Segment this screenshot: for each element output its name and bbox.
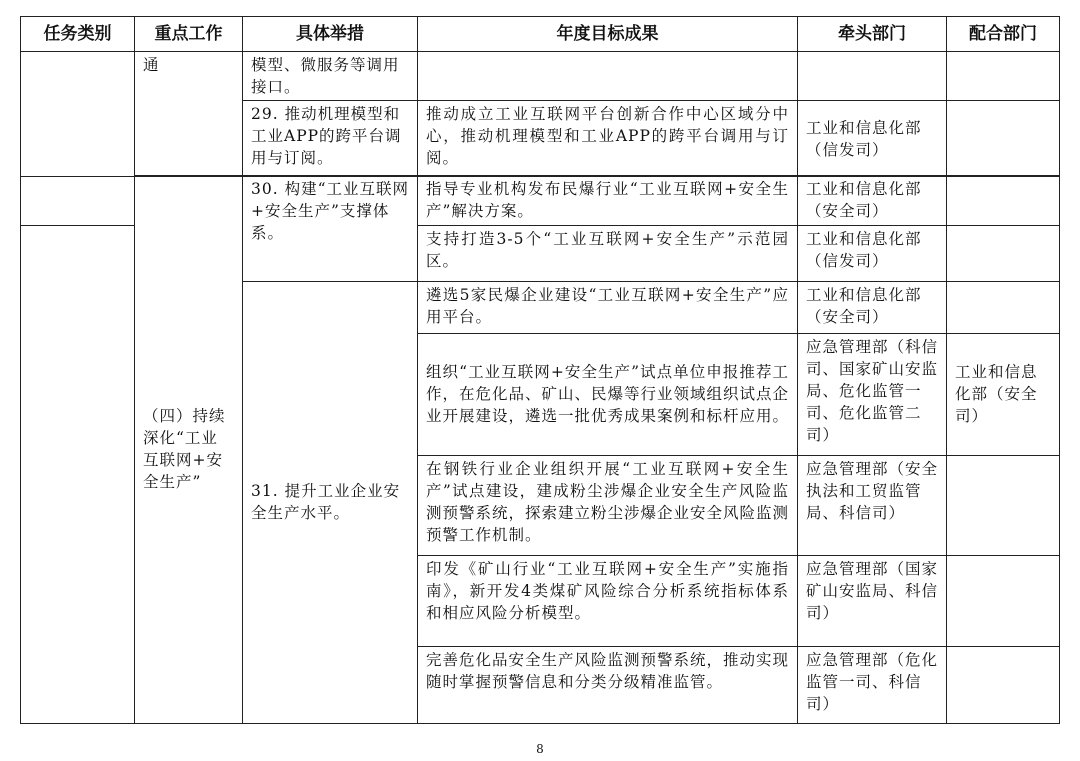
category-cell-blank xyxy=(21,175,135,225)
support-29 xyxy=(947,101,1060,177)
target-30-1-cell: 指导专业机构发布民爆行业“工业互联网+安全生产”解决方案。 xyxy=(418,175,798,225)
lead-31-1: 工业和信息化部（安全司） xyxy=(798,281,947,333)
header-key-work: 重点工作 xyxy=(135,17,243,52)
header-task-category: 任务类别 xyxy=(21,17,135,52)
target-31-1: 遴选5家民爆企业建设“工业互联网+安全生产”应用平台。 xyxy=(418,281,798,333)
lead-31-3: 应急管理部（安全执法和工贸监管局、科信司） xyxy=(798,455,947,555)
lead-30-2-cell: 工业和信息化部（信发司） xyxy=(798,225,947,281)
support-31-1 xyxy=(947,281,1060,333)
key-work-cell-continued: 通 xyxy=(135,52,243,177)
lead-31-2: 应急管理部（科信司、国家矿山安监局、危化监管一司、危化监管二司） xyxy=(798,333,947,455)
target-cell-empty xyxy=(418,52,798,101)
support-31-2: 工业和信息化部（安全司） xyxy=(947,333,1060,455)
category-cell-continued xyxy=(21,52,135,177)
target-30-2-cell: 支持打造3-5个“工业互联网+安全生产”示范园区。 xyxy=(418,225,798,281)
target-31-4: 印发《矿山行业“工业互联网+安全生产”实施指南》，新开发4类煤矿风险综合分析系统指标体系和相应风险分析模型。 xyxy=(418,555,798,646)
target-31-2: 组织“工业互联网+安全生产”试点单位申报推荐工作，在危化品、矿山、民爆等行业领域组织试点企业开展建设，遴选一批优秀成果案例和标杆应用。 xyxy=(418,333,798,455)
header-support-department: 配合部门 xyxy=(947,17,1060,52)
lead-30-1-cell: 工业和信息化部（安全司） xyxy=(798,175,947,225)
support-31-3 xyxy=(947,455,1060,555)
support-30-1-cell xyxy=(947,175,1060,225)
support-31-5 xyxy=(947,646,1060,723)
measure-cell-continued: 模型、微服务等调用接口。 xyxy=(243,52,418,101)
lead-31-4: 应急管理部（国家矿山安监局、科信司） xyxy=(798,555,947,646)
measure-30-cell: 30. 构建“工业互联网+安全生产”支撑体系。 xyxy=(243,175,418,281)
page-number: 8 xyxy=(536,742,544,756)
key-work-4: （四）持续深化“工业互联网+安全生产” xyxy=(135,175,243,723)
category-cell-blank-2 xyxy=(21,225,135,723)
target-31-5: 完善危化品安全生产风险监测预警系统，推动实现随时掌握预警信息和分类分级精准监管。 xyxy=(418,646,798,723)
target-31-3: 在钢铁行业企业组织开展“工业互联网+安全生产”试点建设，建成粉尘涉爆企业安全生产风险监测预警系统，探索建立粉尘涉爆企业安全风险监测预警工作机制。 xyxy=(418,455,798,555)
lead-29: 工业和信息化部（信发司） xyxy=(798,101,947,177)
measure-29: 29. 推动机理模型和工业APP的跨平台调用与订阅。 xyxy=(243,101,418,177)
header-annual-target: 年度目标成果 xyxy=(418,17,798,52)
header-row xyxy=(21,17,1060,52)
header-specific-measures: 具体举措 xyxy=(243,17,418,52)
support-31-4 xyxy=(947,555,1060,646)
header-lead-department: 牵头部门 xyxy=(798,17,947,52)
support-cell-empty xyxy=(947,52,1060,101)
measure-31: 31. 提升工业企业安全生产水平。 xyxy=(243,281,418,723)
lead-cell-empty xyxy=(798,52,947,101)
support-30-2-cell xyxy=(947,225,1060,281)
table-row xyxy=(21,52,1060,101)
target-29: 推动成立工业互联网平台创新合作中心区域分中心，推动机理模型和工业APP的跨平台调用与订阅。 xyxy=(418,101,798,177)
lead-31-5: 应急管理部（危化监管一司、科信司） xyxy=(798,646,947,723)
work-plan-table xyxy=(20,16,1060,177)
